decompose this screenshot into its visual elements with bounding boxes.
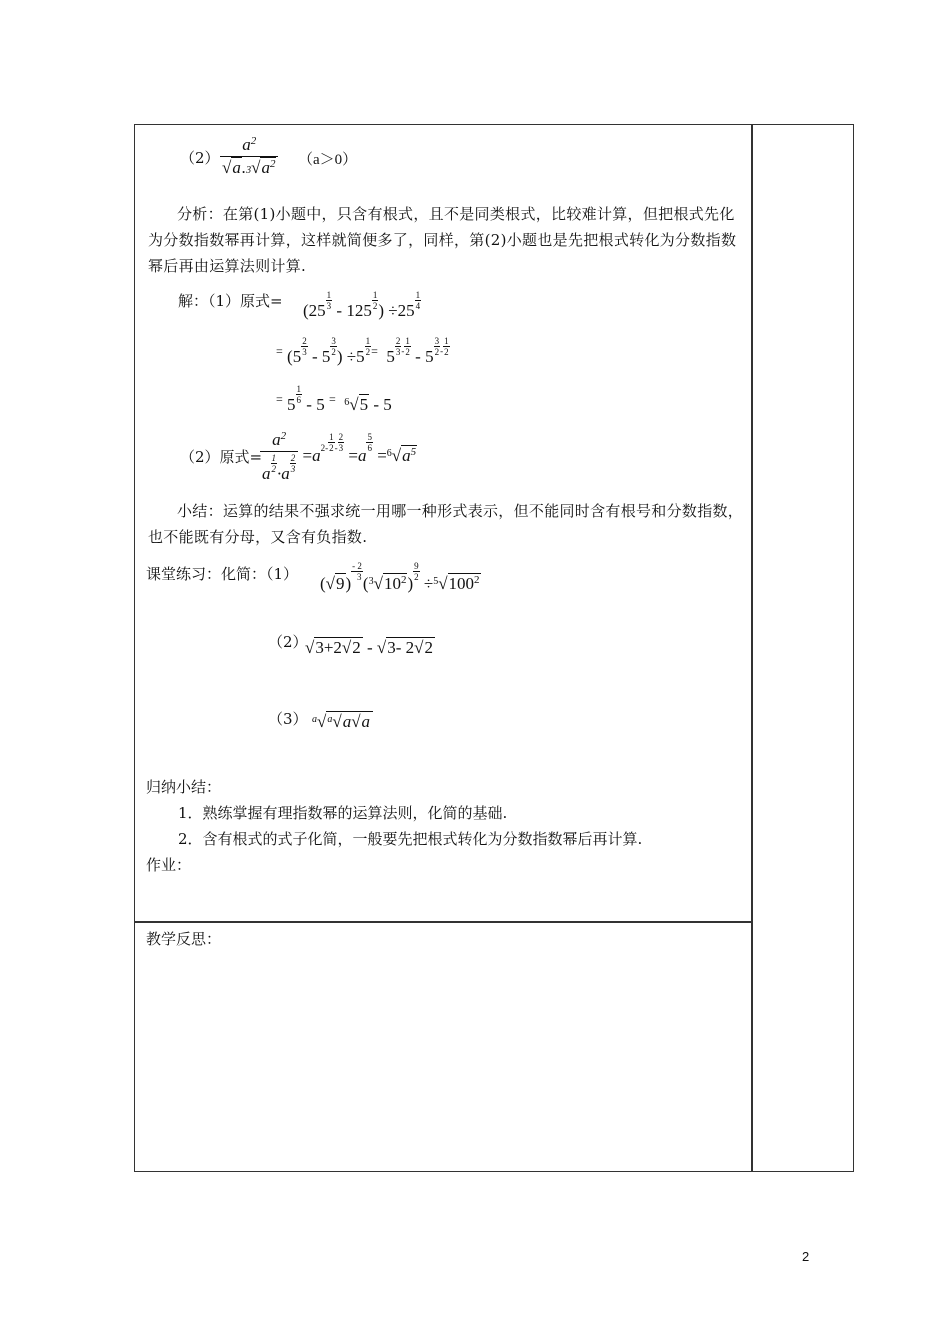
reflection-cell bbox=[134, 921, 753, 1172]
exercise-item3: $^a$√$^a$√a√a bbox=[312, 712, 373, 732]
summary-paragraph: 小结：运算的结果不强求统一用哪一种形式表示，但不能同时含有根号和分数指数，也不能既有分母，又含有负指数. bbox=[148, 502, 744, 546]
problem2-expression: $\frac{a^2}{√a.3√a^2}$ bbox=[220, 135, 278, 178]
conclusion-title: 归纳小结： bbox=[146, 778, 222, 796]
homework-label: 作业： bbox=[146, 856, 192, 874]
exercise-item3-label: （3） bbox=[268, 710, 308, 728]
side-cell bbox=[751, 124, 854, 1172]
reflection-label: 教学反思： bbox=[146, 930, 222, 948]
solution-line2: = (5 $\frac{2}{3}$ - 5 $\frac{3}{2}$ ) ÷5 $\frac{1}{2}$ = 5 $\frac{2}{3}$ - $\frac{1}{2}$ - 5 $\frac{3}{2}$ - $\frac{1}{2}$ bbox=[276, 336, 449, 367]
conclusion-item-2: 2．含有根式的式子化简，一般要先把根式转化为分数指数幂后再计算. bbox=[178, 830, 643, 848]
exercise-item2-label: （2） bbox=[268, 633, 308, 651]
page-number: 2 bbox=[802, 1249, 810, 1264]
exercise-item2: √3+2√2 - √3- 2√2 bbox=[305, 638, 434, 657]
problem2-condition: （a＞0） bbox=[298, 152, 358, 168]
solution-part2-label: （2）原式= bbox=[180, 448, 263, 466]
conclusion-item-1: 1．熟练掌握有理指数幂的运算法则，化简的基础. bbox=[178, 804, 508, 822]
exercise-item1: (√9) $\frac{- 2}{3}$ $(^3√10^2)$ $\frac{9}{2}$ $\div^5√100^2$ bbox=[320, 561, 480, 593]
problem2-label: （2） bbox=[180, 149, 220, 167]
solution-part2-expression: $a^2$ a $\frac{1}{2}$ ·a $\frac{2}{3}$ =a2- $\frac{1}{2}$ - $\frac{2}{3}$ =a $\frac{5}{6}$ $=^6√a^5$ bbox=[262, 429, 417, 484]
solution-line3: = 5 $\frac{1}{6}$ - 5 = $^6$√5 - 5 bbox=[276, 384, 392, 415]
solution-line1: (25 $\frac{1}{3}$ - 125 $\frac{1}{2}$ ) ÷25 $\frac{1}{4}$ bbox=[303, 290, 421, 321]
exercise-label: 课堂练习：化简：（1） bbox=[146, 565, 299, 583]
analysis-paragraph: 分析：在第(1)小题中，只含有根式，且不是同类根式，比较难计算，但把根式先化为分数指数幂再计算，这样就简便多了，同样，第(2)小题也是先把根式转化为分数指数幂后再由运算法则计算. bbox=[148, 205, 737, 275]
solution-label: 解：（1）原式= bbox=[178, 292, 283, 310]
